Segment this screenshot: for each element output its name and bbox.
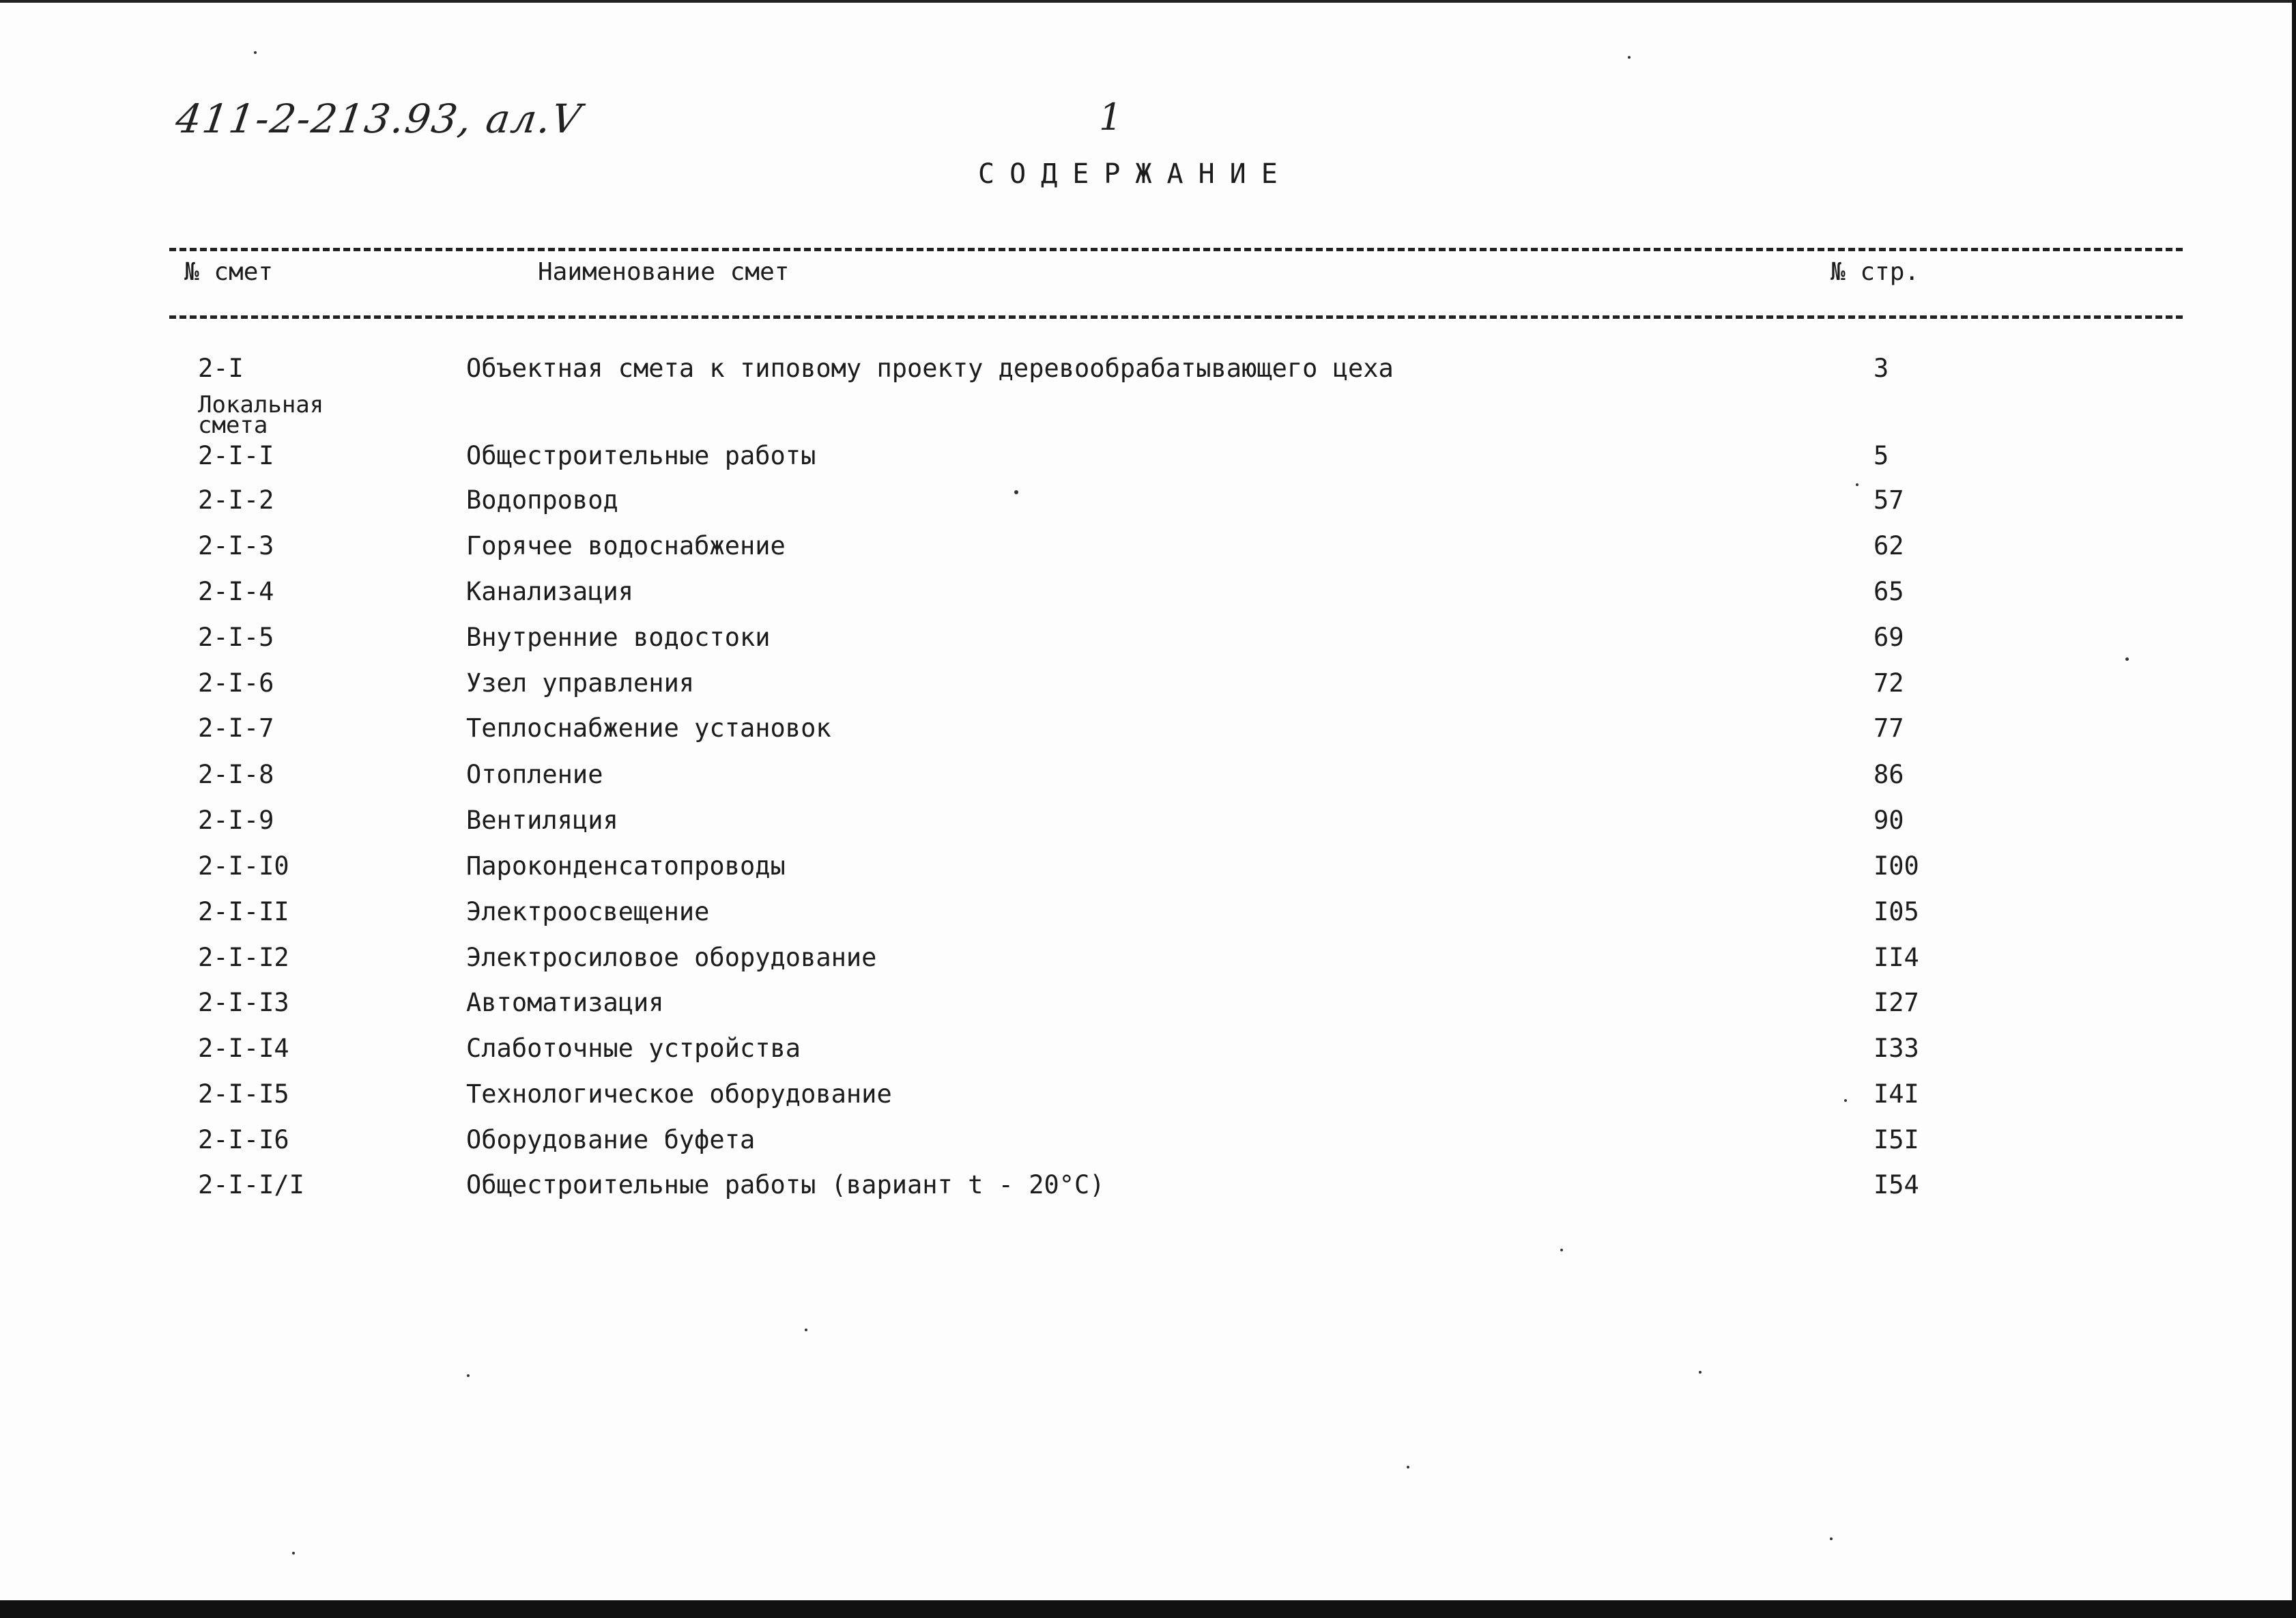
estimate-code: 2-I-II	[198, 897, 289, 926]
estimate-name: Общестроительные работы	[466, 441, 816, 470]
header-divider-bottom	[169, 315, 2183, 319]
estimate-code: 2-I-7	[198, 713, 274, 743]
scan-border-top	[0, 0, 2296, 3]
estimate-page: 65	[1874, 577, 1904, 606]
estimate-page: II4	[1874, 943, 1919, 972]
table-row	[0, 851, 2296, 892]
table-row	[0, 577, 2296, 618]
table-row	[0, 1125, 2296, 1166]
table-row	[0, 713, 2296, 754]
estimate-name: Оборудование буфета	[466, 1125, 756, 1154]
estimate-code: 2-I-I6	[198, 1125, 289, 1154]
scan-speck	[2125, 657, 2129, 661]
estimate-code: 2-I-6	[198, 668, 274, 698]
estimate-page: I00	[1874, 851, 1919, 881]
table-row	[0, 668, 2296, 709]
estimate-code: 2-I-2	[198, 485, 274, 515]
table-row	[0, 897, 2296, 938]
column-header-name: Наименование смет	[538, 258, 790, 286]
estimate-name: Слаботочные устройства	[466, 1034, 801, 1063]
estimate-page: 3	[1874, 354, 1889, 383]
estimate-code: 2-I-I5	[198, 1079, 289, 1109]
estimate-code: 2-I-8	[198, 760, 274, 789]
header-divider-top	[169, 248, 2183, 251]
estimate-page: 86	[1874, 760, 1904, 789]
page-title: СОДЕРЖАНИЕ	[978, 158, 1293, 190]
scan-speck	[1844, 1099, 1847, 1102]
estimate-name: Канализация	[466, 577, 634, 606]
estimate-code: 2-I-I/I	[198, 1170, 304, 1200]
estimate-name: Вентиляция	[466, 806, 618, 835]
scan-speck	[1699, 1371, 1702, 1374]
estimate-name: Узел управления	[466, 668, 695, 698]
table-row	[0, 441, 2296, 482]
estimate-page: I33	[1874, 1034, 1919, 1063]
estimate-name: Водопровод	[466, 485, 618, 515]
estimate-page: 62	[1874, 531, 1904, 560]
estimate-page: 77	[1874, 713, 1904, 743]
scan-speck	[1407, 1466, 1409, 1468]
estimate-page: I54	[1874, 1170, 1919, 1200]
estimate-page: 72	[1874, 668, 1904, 698]
section-label: Локальная смета	[198, 391, 324, 439]
estimate-code: 2-I-4	[198, 577, 274, 606]
table-row	[0, 1079, 2296, 1120]
estimate-name: Автоматизация	[466, 988, 664, 1017]
estimate-name: Общестроительные работы (вариант t - 20°С)	[466, 1170, 1105, 1200]
estimate-code: 2-I-9	[198, 806, 274, 835]
scan-speck	[805, 1329, 807, 1331]
document-code: 411-2-213.93, ал.V	[173, 96, 586, 142]
scan-speck	[1628, 56, 1631, 59]
estimate-page: I27	[1874, 988, 1919, 1017]
column-header-number: № смет	[184, 258, 274, 286]
scan-speck	[1830, 1537, 1833, 1540]
estimate-page: I5I	[1874, 1125, 1919, 1154]
estimate-page: 90	[1874, 806, 1904, 835]
page-number: 1	[1099, 96, 1123, 139]
column-header-page: № стр.	[1831, 258, 1920, 286]
table-row	[0, 1170, 2296, 1211]
table-row	[0, 760, 2296, 801]
estimate-name: Теплоснабжение установок	[466, 713, 831, 743]
estimate-page: 69	[1874, 623, 1904, 652]
table-row	[0, 806, 2296, 847]
estimate-name: Горячее водоснабжение	[466, 531, 786, 560]
estimate-page: I05	[1874, 897, 1919, 926]
estimate-code: 2-I-3	[198, 531, 274, 560]
scan-speck	[1014, 490, 1018, 494]
estimate-code: 2-I-I0	[198, 851, 289, 881]
estimate-name: Технологическое оборудование	[466, 1079, 892, 1109]
estimate-name: Электроосвещение	[466, 897, 710, 926]
scan-speck	[1856, 483, 1859, 486]
estimate-code: 2-I	[198, 354, 244, 383]
table-row	[0, 531, 2296, 572]
table-row	[0, 354, 2296, 395]
estimate-code: 2-I-5	[198, 623, 274, 652]
estimate-code: 2-I-I4	[198, 1034, 289, 1063]
estimate-name: Отопление	[466, 760, 603, 789]
estimate-name: Пароконденсатопроводы	[466, 851, 786, 881]
estimate-page: I4I	[1874, 1079, 1919, 1109]
scan-border-bottom	[0, 1600, 2296, 1618]
estimate-page: 57	[1874, 485, 1904, 515]
estimate-code: 2-I-I2	[198, 943, 289, 972]
table-row	[0, 623, 2296, 664]
scan-speck	[292, 1552, 295, 1555]
table-row	[0, 485, 2296, 526]
estimate-name: Внутренние водостоки	[466, 623, 771, 652]
scan-speck	[467, 1374, 470, 1377]
table-row	[0, 1034, 2296, 1075]
scan-speck	[1560, 1249, 1563, 1251]
estimate-name: Объектная смета к типовому проекту деревообрабатывающего цеха	[466, 354, 1394, 383]
estimate-code: 2-I-I3	[198, 988, 289, 1017]
scan-speck	[254, 51, 257, 54]
estimate-page: 5	[1874, 441, 1889, 470]
estimate-code: 2-I-I	[198, 441, 274, 470]
table-row	[0, 943, 2296, 984]
table-row	[0, 988, 2296, 1029]
estimate-name: Электросиловое оборудование	[466, 943, 877, 972]
